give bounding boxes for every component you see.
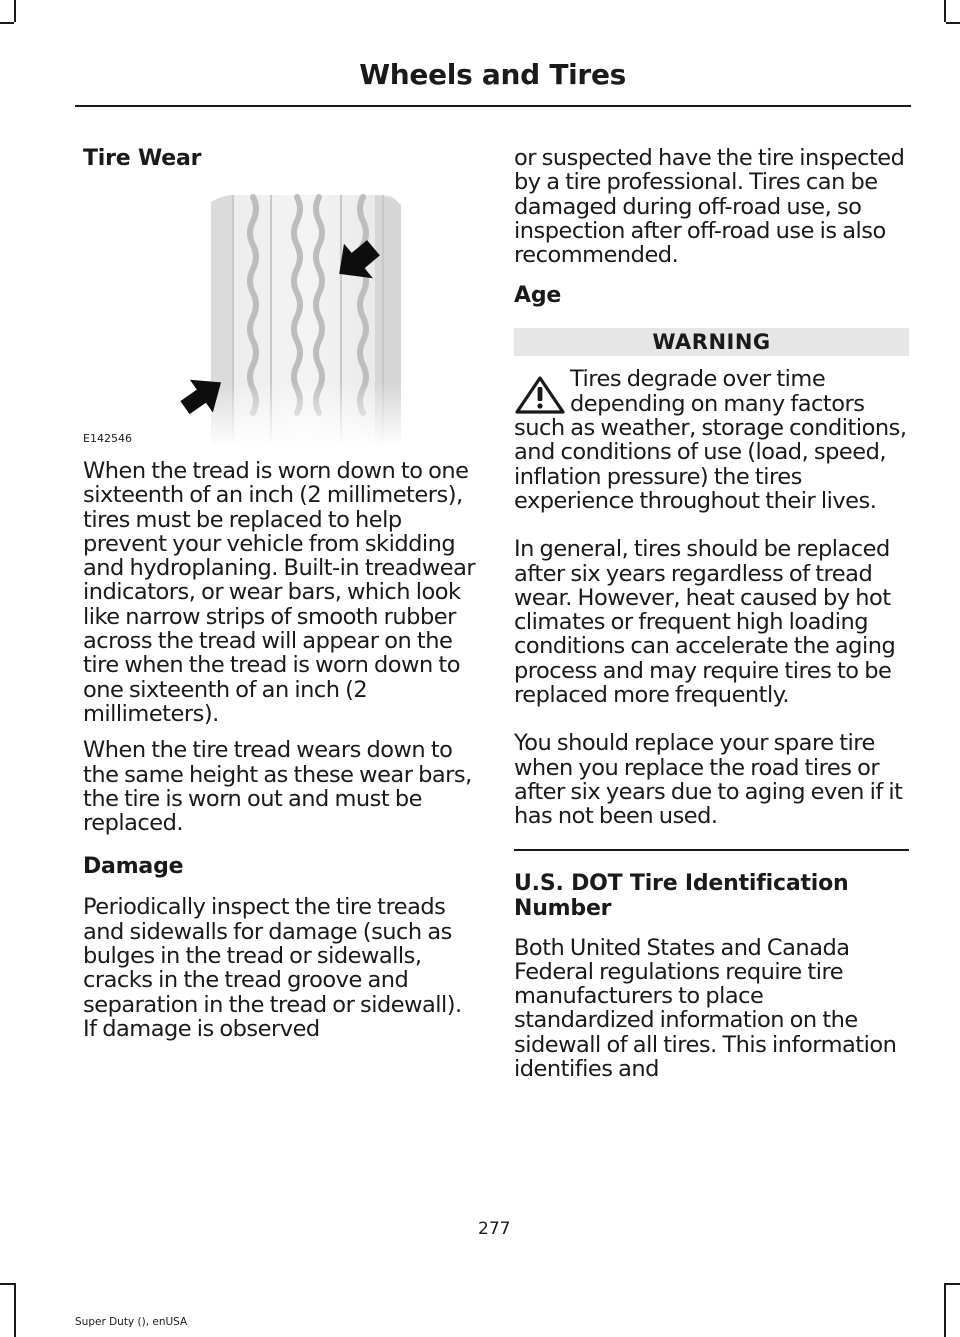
paragraph: When the tire tread wears down to the same height as these wear bars, the tire is worn out and must be replaced. [83,737,472,837]
crop-mark [944,1283,946,1337]
crop-mark [14,1283,16,1337]
figure-id: E142546 [83,432,132,445]
heading-damage: Damage [83,854,184,880]
footer-text: Super Duty (), enUSA [75,1316,188,1328]
crop-mark [14,0,16,22]
warning-banner: WARNING [514,328,909,356]
paragraph: When the tread is worn down to one sixteenth of an inch (2 millimeters), tires must be replaced to help prevent your vehicle from skidding and hydroplaning. Built-in treadwear indicators, or wear bars, which look like narrow strips of smooth rubber across the tread will appear on the tire when the tread is worn down to one sixteenth of an inch (2 millimeters). [83,458,476,727]
paragraph: You should replace your spare tire when you replace the road tires or after six years due to aging even if it has not been used. [514,730,903,830]
warning-block [514,367,909,513]
header-rule [75,105,911,107]
tire-tread-figure [83,147,478,447]
paragraph: In general, tires should be replaced after six years regardless of tread wear. However, heat caused by hot climates or frequent high loading conditions can accelerate the aging process and may require tires to be replaced more frequently. [514,536,896,709]
warning-text: Tires degrade over time depending on many factors such as weather, storage conditions, and conditions of use (load, speed, inflation pressure) the tires experience throughout their lives. [514,366,907,514]
crop-mark [946,1283,960,1285]
heading-age: Age [514,283,562,309]
crop-mark [0,22,14,24]
paragraph: or suspected have the tire inspected by a tire professional. Tires can be damaged during off-road use, so inspection after off-road use is also recommended. [514,145,905,269]
left-column [83,146,478,1041]
page-number: 277 [478,1219,511,1239]
right-column [514,146,909,1081]
warning-triangle-icon [514,375,566,415]
page-title: Wheels and Tires [359,58,626,91]
heading-dot-tin: U.S. DOT Tire Identification Number [514,870,849,921]
crop-mark [946,22,960,24]
paragraph: Periodically inspect the tire treads and sidewalls for damage (such as bulges in the tread or sidewalls, cracks in the tread groove and separation in the tread or sidewall). If damage is observed [83,894,462,1042]
crop-mark [944,0,946,22]
crop-mark [0,1283,14,1285]
paragraph: Both United States and Canada Federal regulations require tire manufacturers to place standardized information on the sidewall of all tires. This information identifies and [514,934,897,1083]
tire-tread-illustration [83,147,478,447]
heading-tire-wear: Tire Wear [83,146,202,171]
section-rule [514,849,909,851]
